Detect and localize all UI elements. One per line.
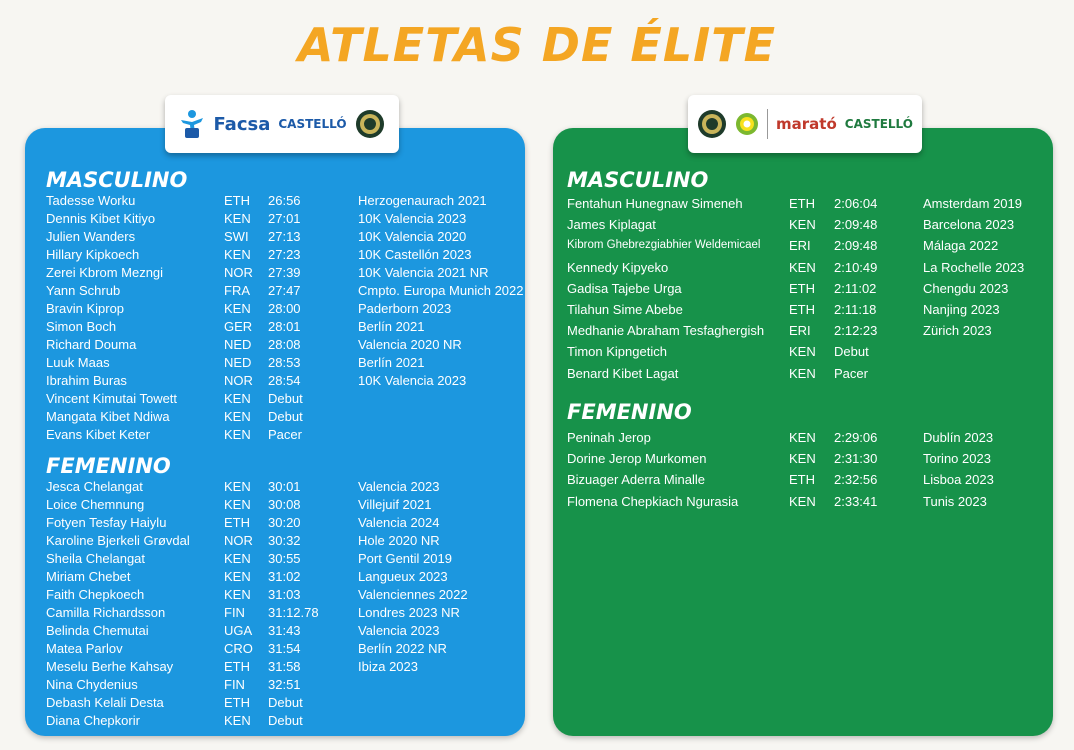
athlete-time: 2:33:41 — [834, 493, 878, 509]
page-title: ATLETAS DE ÉLITE — [297, 18, 777, 72]
athlete-row — [46, 192, 516, 210]
athlete-country: ETH — [789, 472, 815, 488]
athlete-record: Cmpto. Europa Munich 2022 — [358, 283, 524, 298]
athlete-record: Herzogenaurach 2021 — [358, 193, 487, 208]
athlete-time: 26:56 — [268, 193, 301, 208]
athlete-row — [46, 408, 516, 426]
athlete-row — [46, 246, 516, 264]
athlete-record: Valencia 2023 — [358, 479, 440, 494]
athlete-row — [567, 278, 1047, 299]
athlete-record: Langueux 2023 — [358, 569, 448, 584]
athlete-name: Zerei Kbrom Mezngi — [46, 265, 164, 280]
athlete-row — [567, 341, 1047, 362]
athlete-time: Debut — [268, 409, 303, 424]
athlete-country: ERI — [789, 323, 811, 339]
athlete-name: Jesca Chelangat — [46, 479, 143, 494]
athlete-row — [46, 568, 516, 586]
athlete-row — [46, 228, 516, 246]
athlete-country: KEN — [789, 344, 816, 360]
athlete-record: Lisboa 2023 — [923, 472, 994, 488]
athlete-record: 10K Valencia 2023 — [358, 211, 467, 226]
athlete-time: 27:47 — [268, 283, 301, 298]
athlete-time: 30:08 — [268, 497, 301, 512]
athlete-row — [46, 604, 516, 622]
brand-name: Facsa — [213, 113, 271, 135]
athlete-record: La Rochelle 2023 — [923, 259, 1025, 275]
athlete-time: 28:53 — [268, 355, 301, 370]
athlete-country: CRO — [224, 641, 253, 656]
athlete-row — [46, 640, 516, 658]
athlete-time: 2:10:49 — [834, 259, 878, 275]
femenino-list — [46, 478, 516, 730]
athlete-name: Meselu Berhe Kahsay — [46, 659, 174, 674]
athlete-row — [567, 193, 1047, 214]
athlete-row — [46, 354, 516, 372]
athlete-row — [46, 210, 516, 228]
athlete-row — [567, 469, 1047, 490]
athlete-country: ETH — [224, 515, 250, 530]
athlete-country: NOR — [224, 533, 253, 548]
athlete-row — [46, 676, 516, 694]
athlete-country: KEN — [224, 713, 251, 728]
divider — [767, 109, 768, 139]
athlete-time: Debut — [834, 344, 869, 360]
athlete-name: Debash Kelali Desta — [46, 695, 164, 710]
athlete-name: Tilahun Sime Abebe — [567, 301, 683, 317]
label-badge-icon — [355, 109, 385, 139]
athlete-name: Luuk Maas — [46, 355, 110, 370]
marathon-logo-tab — [688, 95, 922, 153]
athlete-name: Fotyen Tesfay Haiylu — [46, 515, 167, 530]
athlete-name: Gadisa Tajebe Urga — [567, 280, 682, 296]
athlete-time: 2:09:48 — [834, 238, 878, 254]
athlete-record: Paderborn 2023 — [358, 301, 452, 316]
athlete-name: Sheila Chelangat — [46, 551, 146, 566]
athlete-country: ETH — [224, 695, 250, 710]
athlete-row — [46, 496, 516, 514]
brand-name: marató — [776, 115, 837, 133]
athlete-name: Yann Schrub — [46, 283, 121, 298]
masculino-list — [567, 193, 1047, 384]
athlete-name: Belinda Chemutai — [46, 623, 149, 638]
athlete-name: Bravin Kiprop — [46, 301, 125, 316]
athlete-record: Málaga 2022 — [923, 238, 999, 254]
athlete-row — [46, 390, 516, 408]
athlete-time: Pacer — [834, 365, 868, 381]
runner-icon — [179, 109, 205, 139]
athlete-time: 28:08 — [268, 337, 301, 352]
athlete-time: 27:13 — [268, 229, 301, 244]
athlete-row — [567, 235, 1047, 256]
athlete-name: Simon Boch — [46, 319, 117, 334]
athlete-time: Debut — [268, 695, 303, 710]
athlete-row — [46, 282, 524, 300]
10k-panel — [25, 128, 525, 736]
athlete-name: Camilla Richardsson — [46, 605, 166, 620]
10k-logo-tab — [165, 95, 399, 153]
athlete-row — [567, 491, 1047, 512]
athlete-name: Richard Douma — [46, 337, 137, 352]
athlete-name: Faith Chepkoech — [46, 587, 145, 602]
femenino-heading: FEMENINO — [567, 400, 692, 424]
athlete-row — [46, 318, 516, 336]
athlete-row — [46, 712, 516, 730]
athlete-name: Vincent Kimutai Towett — [46, 391, 178, 406]
masculino-heading: MASCULINO — [46, 168, 188, 192]
athlete-time: 31:43 — [268, 623, 301, 638]
athlete-name: Timon Kipngetich — [567, 344, 667, 360]
athlete-row — [46, 514, 516, 532]
athlete-record: Valencia 2023 — [358, 623, 440, 638]
athlete-time: 2:09:48 — [834, 217, 878, 233]
athlete-row — [46, 694, 516, 712]
athlete-country: SWI — [224, 229, 249, 244]
athlete-country: KEN — [224, 551, 251, 566]
athlete-record: Dublín 2023 — [923, 430, 994, 445]
bp-logo-icon — [735, 112, 759, 136]
femenino-list — [567, 427, 1047, 512]
athlete-time: 30:55 — [268, 551, 301, 566]
athlete-country: ETH — [224, 193, 250, 208]
athlete-country: UGA — [224, 623, 253, 638]
athlete-row — [46, 658, 516, 676]
athlete-country: KEN — [224, 497, 251, 512]
athlete-time: 2:11:02 — [834, 280, 877, 296]
athlete-row — [46, 532, 516, 550]
athlete-record: Valencia 2020 NR — [358, 337, 462, 352]
athlete-name: Peninah Jerop — [567, 430, 651, 445]
athlete-record: 10K Valencia 2021 NR — [358, 265, 489, 280]
athlete-name: Dennis Kibet Kitiyo — [46, 211, 156, 226]
athlete-name: Tadesse Worku — [46, 193, 136, 208]
athlete-name: Matea Parlov — [46, 641, 123, 656]
athlete-name: Flomena Chepkiach Ngurasia — [567, 493, 739, 509]
athlete-time: 31:12.78 — [268, 605, 319, 620]
athlete-country: NED — [224, 355, 252, 370]
athlete-country: KEN — [224, 569, 251, 584]
athlete-name: Dorine Jerop Murkomen — [567, 451, 707, 467]
athlete-time: 30:01 — [268, 479, 301, 494]
athlete-country: KEN — [789, 259, 816, 275]
athlete-name: Hillary Kipkoech — [46, 247, 140, 262]
athlete-record: Londres 2023 NR — [358, 605, 460, 620]
athlete-country: KEN — [224, 301, 251, 316]
athlete-country: KEN — [224, 427, 251, 442]
athlete-name: Julien Wanders — [46, 229, 136, 244]
athlete-time: 27:39 — [268, 265, 301, 280]
athlete-time: 2:32:56 — [834, 472, 878, 488]
athlete-country: KEN — [224, 247, 251, 262]
athlete-country: ETH — [789, 301, 815, 317]
athlete-name: Benard Kibet Lagat — [567, 365, 679, 381]
athlete-record: 10K Castellón 2023 — [358, 247, 472, 262]
athlete-record: Berlín 2022 NR — [358, 641, 447, 656]
athlete-country: KEN — [224, 479, 251, 494]
athlete-row — [46, 426, 516, 444]
athlete-time: 2:29:06 — [834, 430, 878, 445]
athlete-time: 28:01 — [268, 319, 301, 334]
athlete-time: 32:51 — [268, 677, 301, 692]
athlete-name: Kibrom Ghebrezgiabhier Weldemicael — [567, 239, 761, 252]
athlete-record: Berlín 2021 — [358, 355, 425, 370]
athlete-name: Mangata Kibet Ndiwa — [46, 409, 170, 424]
athlete-record: Torino 2023 — [923, 451, 991, 467]
athlete-country: KEN — [789, 365, 816, 381]
athlete-time: 27:01 — [268, 211, 301, 226]
athlete-name: Fentahun Hunegnaw Simeneh — [567, 196, 743, 211]
athlete-country: KEN — [789, 217, 816, 233]
athlete-time: 2:11:18 — [834, 301, 877, 317]
athlete-name: Karoline Bjerkeli Grøvdal — [46, 533, 190, 548]
athlete-name: Kennedy Kipyeko — [567, 259, 669, 275]
athlete-time: 30:20 — [268, 515, 301, 530]
athlete-row — [46, 372, 516, 390]
athlete-name: James Kiplagat — [567, 217, 656, 233]
athlete-row — [46, 586, 516, 604]
athlete-country: FIN — [224, 605, 245, 620]
athlete-name: Medhanie Abraham Tesfaghergish — [567, 323, 765, 339]
masculino-list — [46, 192, 524, 444]
athlete-row — [567, 214, 1047, 235]
athlete-record: Valenciennes 2022 — [358, 587, 468, 602]
athlete-record: 10K Valencia 2023 — [358, 373, 467, 388]
athlete-record: Zürich 2023 — [923, 323, 992, 339]
athlete-time: 31:02 — [268, 569, 301, 584]
athlete-time: 27:23 — [268, 247, 301, 262]
athlete-time: 31:58 — [268, 659, 301, 674]
athlete-row — [46, 478, 516, 496]
athlete-country: ETH — [789, 280, 815, 296]
athlete-country: FIN — [224, 677, 245, 692]
athlete-record: Barcelona 2023 — [923, 217, 1015, 233]
athlete-time: Debut — [268, 713, 303, 728]
athlete-name: Ibrahim Buras — [46, 373, 127, 388]
athlete-country: ERI — [789, 238, 811, 254]
athlete-row — [567, 257, 1047, 278]
athlete-name: Nina Chydenius — [46, 677, 138, 692]
label-badge-icon — [697, 109, 727, 139]
athlete-row — [567, 448, 1047, 469]
athlete-name: Diana Chepkorir — [46, 713, 140, 728]
athlete-name: Loice Chemnung — [46, 497, 145, 512]
marathon-panel — [553, 128, 1053, 736]
athlete-country: KEN — [789, 430, 816, 445]
athlete-country: KEN — [224, 409, 251, 424]
athlete-row — [567, 427, 1047, 448]
athlete-country: KEN — [789, 451, 816, 467]
athlete-country: FRA — [224, 283, 250, 298]
athlete-time: 2:31:30 — [834, 451, 878, 467]
brand-city: CASTELLÓ — [278, 117, 347, 131]
athlete-time: 31:03 — [268, 587, 301, 602]
athlete-record: Valencia 2024 — [358, 515, 440, 530]
athlete-time: 2:12:23 — [834, 323, 878, 339]
athlete-record: Chengdu 2023 — [923, 280, 1009, 296]
athlete-row — [46, 550, 516, 568]
brand-city: CASTELLÓ — [844, 117, 913, 131]
athlete-row — [567, 320, 1047, 341]
masculino-heading: MASCULINO — [567, 168, 709, 192]
athlete-country: NOR — [224, 265, 253, 280]
athlete-record: Ibiza 2023 — [358, 659, 418, 674]
athlete-country: KEN — [224, 211, 251, 226]
athlete-record: Tunis 2023 — [923, 493, 987, 509]
athlete-record: Villejuif 2021 — [358, 497, 432, 512]
athlete-time: Pacer — [268, 427, 302, 442]
athlete-record: 10K Valencia 2020 — [358, 229, 467, 244]
athlete-country: GER — [224, 319, 253, 334]
athlete-name: Evans Kibet Keter — [46, 427, 151, 442]
athlete-time: 2:06:04 — [834, 196, 878, 211]
athlete-row — [46, 300, 516, 318]
athlete-country: NED — [224, 337, 252, 352]
athlete-record: Amsterdam 2019 — [923, 196, 1022, 211]
athlete-row — [567, 299, 1047, 320]
athlete-name: Bizuager Aderra Minalle — [567, 472, 706, 488]
athlete-country: KEN — [224, 587, 251, 602]
athlete-time: Debut — [268, 391, 303, 406]
athlete-country: KEN — [224, 391, 251, 406]
athlete-time: 30:32 — [268, 533, 301, 548]
athlete-row — [46, 264, 516, 282]
athlete-country: NOR — [224, 373, 253, 388]
femenino-heading: FEMENINO — [46, 454, 171, 478]
athlete-name: Miriam Chebet — [46, 569, 131, 584]
athlete-time: 28:00 — [268, 301, 301, 316]
athlete-record: Hole 2020 NR — [358, 533, 440, 548]
athlete-row — [46, 336, 516, 354]
athlete-record: Berlín 2021 — [358, 319, 425, 334]
athlete-row — [567, 363, 1047, 384]
athlete-country: ETH — [789, 196, 815, 211]
athlete-country: ETH — [224, 659, 250, 674]
athlete-time: 31:54 — [268, 641, 301, 656]
athlete-record: Port Gentil 2019 — [358, 551, 452, 566]
athlete-row — [46, 622, 516, 640]
athlete-country: KEN — [789, 493, 816, 509]
athlete-time: 28:54 — [268, 373, 301, 388]
athlete-record: Nanjing 2023 — [923, 301, 1000, 317]
